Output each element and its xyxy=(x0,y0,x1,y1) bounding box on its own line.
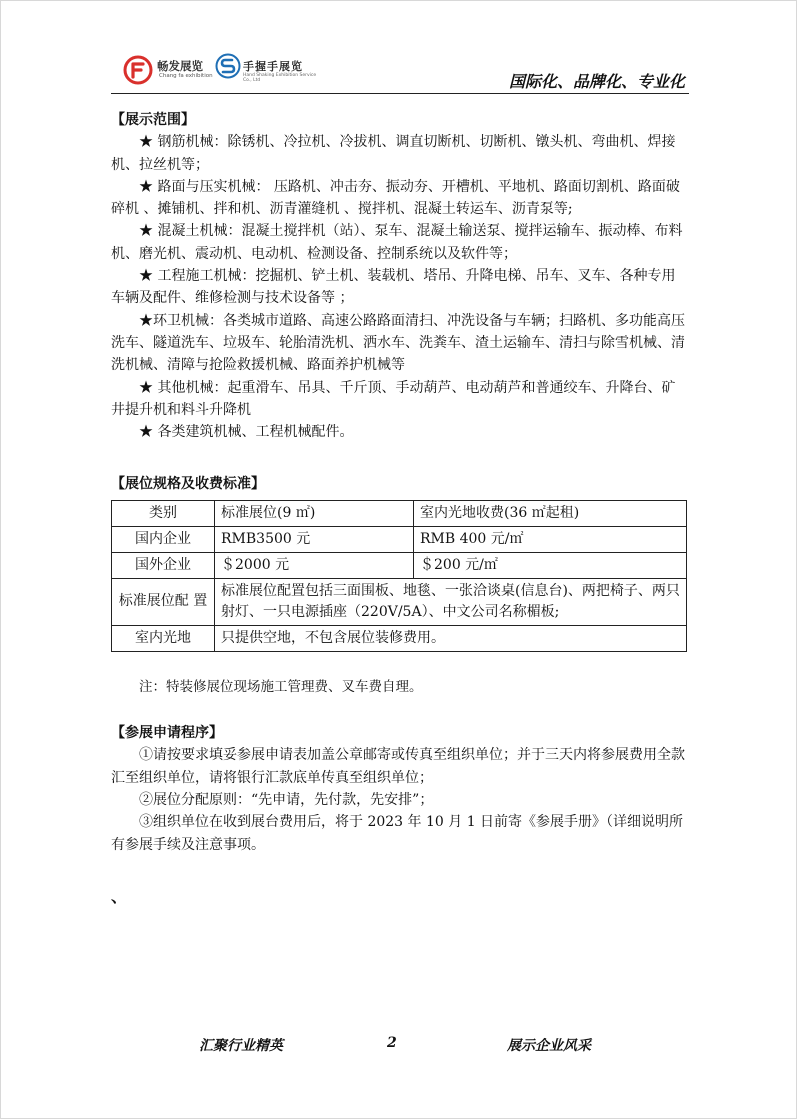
changfa-logo-name: 畅发展览 xyxy=(157,59,203,73)
table-row xyxy=(112,625,687,651)
procedure-title: 【参展申请程序】 xyxy=(111,725,223,742)
page-footer xyxy=(111,1035,689,1059)
scope-item-sanitation: ★环卫机械：各类城市道路、高速公路路面清扫、冲洗设备与车辆；扫路机、多功能高压洗车、隧道洗车、垃圾车、轮胎清洗机、洒水车、洗粪车、渣土运输车、清扫与除雪机械、清洗机械、清障与抢险救援机械、路面养护机械等 xyxy=(111,312,685,374)
table-row xyxy=(112,578,687,625)
table-row xyxy=(112,526,687,552)
scope-item-concrete: ★ 混凝土机械：混凝土搅拌机（站）、泵车、混凝土输送泵、搅拌运输车、振动棒、布料机、磨光机、震动机、电动机、检测设备、控制系统以及软件等； xyxy=(111,223,683,262)
table-cell: 只提供空地，不包含展位装修费用。 xyxy=(215,625,687,651)
fees-title: 【展位规格及收费标准】 xyxy=(111,476,265,493)
footer-left-text: 汇聚行业精英 xyxy=(199,1038,283,1054)
handshake-logo-subtitle: Hand Shaking Exhibition Service Co., Ltd xyxy=(243,73,317,83)
table-cell: 标准展位配置包括三面围板、地毯、一张洽谈桌(信息台)、两把椅子、两只射灯、一只电源插座（220V/5A）、中文公司名称楣板; xyxy=(215,578,687,625)
changfa-logo xyxy=(123,55,213,85)
scope-item-parts: ★ 各类建筑机械、工程机械配件。 xyxy=(139,424,354,441)
changfa-logo-icon xyxy=(123,55,153,85)
scope-title: 【展示范围】 xyxy=(111,112,195,128)
stray-mark: 、 xyxy=(111,886,128,906)
table-header-cell: 类别 xyxy=(112,500,215,526)
table-cell: 标准展位配 置 xyxy=(112,578,215,625)
page-header xyxy=(111,51,689,91)
table-cell: 室内光地 xyxy=(112,625,215,651)
handshake-logo-name: 手握手展览 xyxy=(243,60,303,73)
scope-item-road: ★ 路面与压实机械： 压路机、冲击夯、振动夯、开槽机、平地机、路面切割机、路面破碎机 、摊铺机、拌和机、沥青灌缝机 、搅拌机、混凝土转运车、沥青泵等; xyxy=(111,178,680,218)
footer-right-text: 展示企业风采 xyxy=(507,1038,591,1054)
procedure-step-3: ③组织单位在收到展台费用后，将于 2023 年 10 月 1 日前寄《参展手册》（详细说明所有参展手续及注意事项。 xyxy=(111,814,684,853)
scope-item-other: ★ 其他机械：起重滑车、吊具、千斤顶、手动葫芦、电动葫芦和普通绞车、升降台、矿井提升机和料斗升降机 xyxy=(111,379,676,418)
handshake-logo-icon xyxy=(215,53,241,79)
table-cell: RMB 400 元/㎡ xyxy=(414,526,687,552)
scope-item-rebar: ★ 钢筋机械：除锈机、冷拉机、冷拔机、调直切断机、切断机、镦头机、弯曲机、焊接机、拉丝机等； xyxy=(111,134,676,173)
table-row xyxy=(112,552,687,578)
table-cell: ＄200 元/㎡ xyxy=(414,552,687,578)
page-body xyxy=(111,109,689,908)
header-rule xyxy=(111,93,689,94)
header-slogan: 国际化、品牌化、专业化 xyxy=(508,72,685,91)
table-header-cell: 标准展位(9 ㎡) xyxy=(215,500,414,526)
scope-item-construction: ★ 工程施工机械：挖掘机、铲土机、装载机、塔吊、升降电梯、吊车、叉车、各种专用车辆及配件、维修检测与技术设备等 ； xyxy=(111,268,676,307)
fees-note: 注：特装修展位现场施工管理费、叉车费自理。 xyxy=(139,678,423,695)
table-row xyxy=(112,500,687,526)
procedure-step-2: ②展位分配原则：“先申请，先付款，先安排”； xyxy=(139,791,434,808)
table-header-cell: 室内光地收费(36 ㎡起租) xyxy=(414,500,687,526)
procedure-step-1: ①请按要求填妥参展申请表加盖公章邮寄或传真至组织单位；并于三天内将参展费用全款汇至组织单位，请将银行汇款底单传真至组织单位； xyxy=(111,747,685,786)
changfa-logo-subtitle: Chang fa exhibition xyxy=(159,73,213,79)
table-cell: 国内企业 xyxy=(112,526,215,552)
table-cell: RMB3500 元 xyxy=(215,526,414,552)
page-number: 2 xyxy=(387,1035,397,1051)
table-cell: ＄2000 元 xyxy=(215,552,414,578)
fees-table xyxy=(111,500,687,652)
handshake-logo xyxy=(215,53,325,83)
table-cell: 国外企业 xyxy=(112,552,215,578)
